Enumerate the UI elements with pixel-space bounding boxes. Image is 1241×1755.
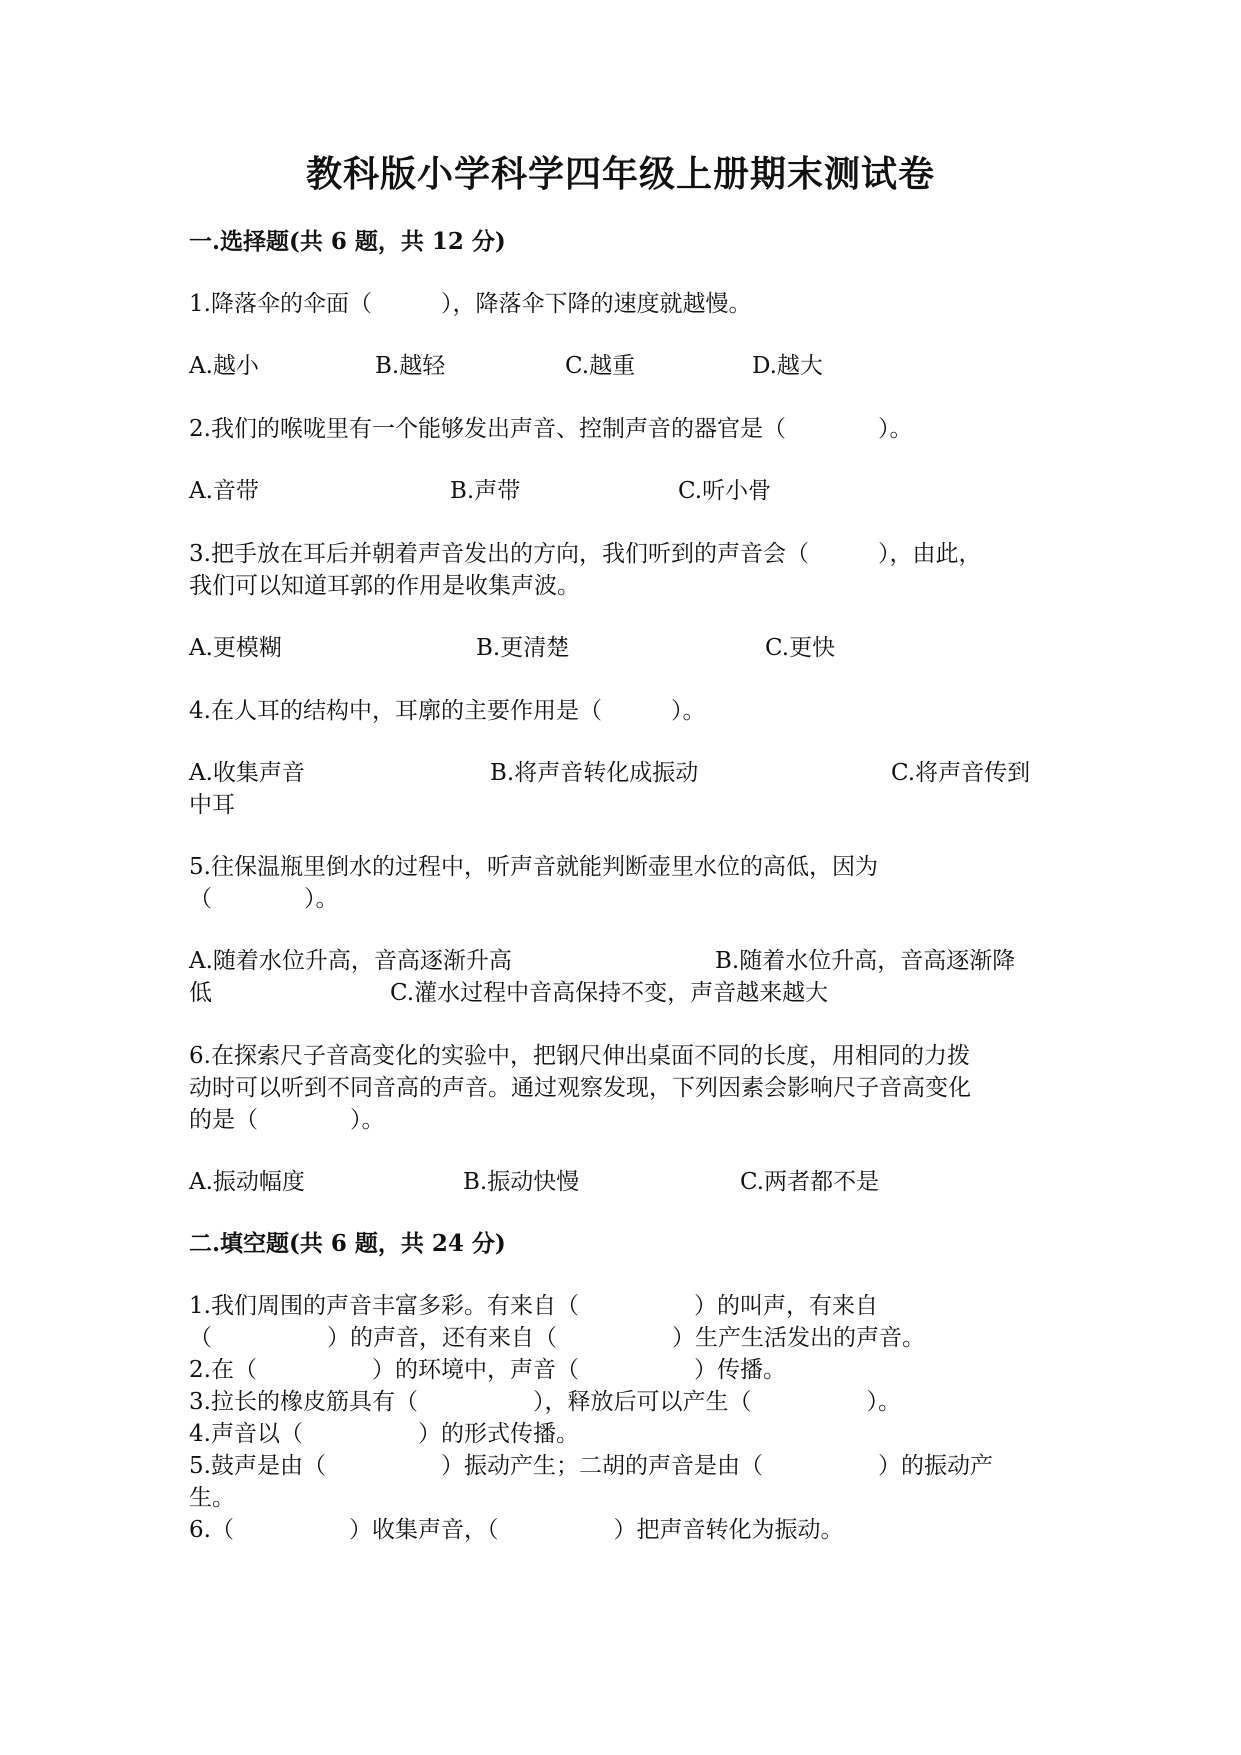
q1-option-b: B.越轻 (375, 353, 446, 379)
fill-line-6: 5.鼓声是由（ ）振动产生；二胡的声音是由（ ）的振动产 (189, 1453, 993, 1479)
q5-option-a: A.随着水位升高，音高逐渐升高 (189, 948, 512, 974)
fill-line-3: 2.在（ ）的环境中，声音（ ）传播。 (189, 1357, 786, 1383)
question-4: 4.在人耳的结构中，耳廓的主要作用是（ ）。 (189, 698, 706, 724)
section-heading-fill-in: 二.填空题(共 6 题，共 24 分) (189, 1230, 506, 1257)
question-3-line-1: 3.把手放在耳后并朝着声音发出的方向，我们听到的声音会（ ），由此， (189, 541, 982, 567)
q1-option-d: D.越大 (752, 353, 823, 379)
fill-line-1: 1.我们周围的声音丰富多彩。有来自（ ）的叫声，有来自 (189, 1293, 878, 1319)
fill-line-8: 6.（ ）收集声音，（ ）把声音转化为振动。 (189, 1517, 844, 1543)
fill-line-7: 生。 (189, 1485, 235, 1511)
q5-option-b-continued: 低 (189, 980, 212, 1006)
q3-option-b: B.更清楚 (476, 635, 570, 661)
question-3-line-2: 我们可以知道耳郭的作用是收集声波。 (189, 573, 580, 599)
question-6-line-1: 6.在探索尺子音高变化的实验中，把钢尺伸出桌面不同的长度，用相同的力拨 (189, 1043, 970, 1069)
q4-option-a: A.收集声音 (189, 760, 305, 786)
q2-option-a: A.音带 (189, 478, 259, 504)
q4-option-c-continued: 中耳 (189, 792, 235, 818)
q2-option-b: B.声带 (450, 478, 521, 504)
fill-line-2: （ ）的声音，还有来自（ ）生产生活发出的声音。 (189, 1325, 925, 1351)
q6-option-b: B.振动快慢 (463, 1169, 580, 1195)
question-2: 2.我们的喉咙里有一个能够发出声音、控制声音的器官是（ ）。 (189, 416, 913, 442)
fill-line-4: 3.拉长的橡皮筋具有（ ），释放后可以产生（ ）。 (189, 1389, 901, 1415)
q1-option-c: C.越重 (565, 353, 636, 379)
q3-option-c: C.更快 (765, 635, 836, 661)
question-6-line-3: 的是（ ）。 (189, 1107, 385, 1133)
q6-option-c: C.两者都不是 (740, 1169, 880, 1195)
q5-option-b: B.随着水位升高，音高逐渐降 (715, 948, 1016, 974)
question-1: 1.降落伞的伞面（ ），降落伞下降的速度就越慢。 (189, 291, 752, 317)
q4-option-b: B.将声音转化成振动 (490, 760, 699, 786)
fill-line-5: 4.声音以（ ）的形式传播。 (189, 1421, 579, 1447)
q1-option-a: A.越小 (189, 353, 259, 379)
section-heading-multiple-choice: 一.选择题(共 6 题，共 12 分) (189, 228, 506, 255)
question-5-line-2: （ ）。 (189, 886, 339, 912)
question-6-line-2: 动时可以听到不同音高的声音。通过观察发现，下列因素会影响尺子音高变化 (189, 1075, 971, 1101)
q3-option-a: A.更模糊 (189, 635, 282, 661)
question-5-line-1: 5.往保温瓶里倒水的过程中，听声音就能判断壶里水位的高低，因为 (189, 854, 878, 880)
q2-option-c: C.听小骨 (678, 478, 772, 504)
q6-option-a: A.振动幅度 (189, 1169, 305, 1195)
q5-option-c: C.灌水过程中音高保持不变，声音越来越大 (390, 980, 829, 1006)
q4-option-c: C.将声音传到 (891, 760, 1031, 786)
page-title: 教科版小学科学四年级上册期末测试卷 (305, 153, 935, 195)
